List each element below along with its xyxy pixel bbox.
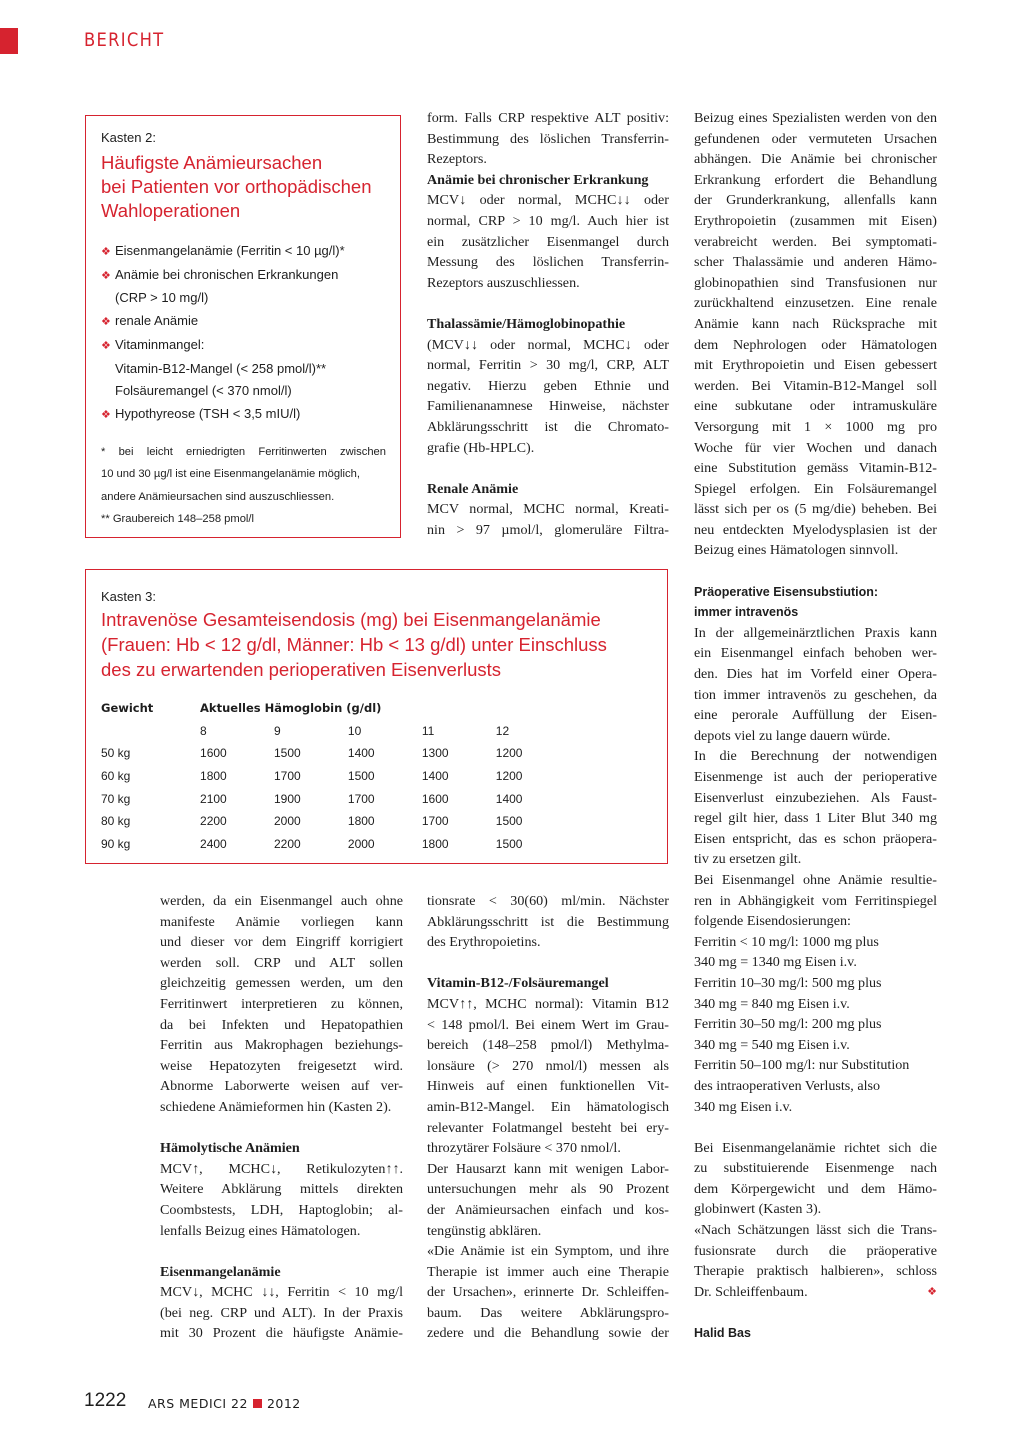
table-row bbox=[101, 742, 551, 765]
red-square-icon bbox=[253, 1399, 262, 1408]
table-cell: 1500 bbox=[495, 836, 523, 851]
paragraph: (MCV↓↓ oder normal, MCHC↓ oder normal, Ferritin > 30 mg/l, CRP, ALT negativ. Hierzu geben Ethnie und Familienanamnese Hinweise, nächster Abklärungsschritt ist die Chromato- grafie (Hb-HPLC). bbox=[427, 336, 669, 456]
paragraph: «Die Anämie ist ein Symptom, und ihre Therapie ist immer auch eine Therapie der Ursachen», erinnerte Dr. Schleiffen- baum. Das weitere Abklärungspro- zedere und die Behandlung sowie der bbox=[427, 1243, 669, 1342]
paragraph: tionsrate < 30(60) ml/min. Nächster Abklärungsschritt ist die Bestimmung des Erythropoietins. bbox=[427, 893, 669, 951]
list-item: Folsäuremangel (< 370 nmol/l) bbox=[115, 383, 292, 399]
table-row bbox=[101, 787, 551, 810]
table-cell: 1400 bbox=[421, 769, 449, 784]
table-cell: 1800 bbox=[200, 769, 227, 784]
kasten-2-notes: * bei leicht erniedrigten Ferritinwerten zwischen 10 und 30 µg/l ist eine Eisenmangelanämie möglich, andere Anämieursachen sind auszuschliessen. ** Graubereich 148–258 pmol/l bbox=[101, 445, 386, 526]
list-item: ❖ Hypothyreose (TSH < 3,5 mIU/l) bbox=[101, 403, 386, 427]
row-header: Gewicht bbox=[101, 701, 154, 716]
weight-cell: 90 kg bbox=[101, 836, 131, 851]
column-header: 8 bbox=[200, 723, 207, 738]
column-1-bottom bbox=[160, 891, 403, 1344]
table-cell: 1700 bbox=[273, 769, 301, 784]
table-cell: 2200 bbox=[200, 814, 227, 829]
list-item: Vitamin-B12-Mangel (< 258 pmol/l)** bbox=[115, 360, 327, 376]
paragraph: In der allgemeinärztlichen Praxis kann ein Eisenmangel einfach behoben wer- den. Dies hat im Vorfeld einer Opera- tion immer intravenös zu geschehen, da eine perorale Auffüllung der Eisen- depots viel zu lange dauern würde. bbox=[694, 624, 937, 744]
kasten-2-label: Kasten 2: bbox=[101, 130, 156, 145]
list-item: (CRP > 10 mg/l) bbox=[115, 290, 209, 306]
weight-cell: 70 kg bbox=[101, 791, 131, 806]
table-cell: 1300 bbox=[421, 746, 449, 761]
column-2-top bbox=[427, 108, 669, 540]
table-cell: 2100 bbox=[200, 791, 227, 806]
paragraph: MCV↓ oder normal, MCHC↓↓ oder normal, CRP > 10 mg/l. Auch hier ist ein zusätzlicher Eisenmangel durch Messung des löslichen Transferrin- Rezeptors auszuschliessen. bbox=[427, 192, 669, 291]
list-item: ❖ Eisenmangelanämie (Ferritin < 10 µg/l)* bbox=[101, 240, 386, 264]
page-number: 1222 bbox=[84, 1390, 127, 1411]
red-diamond-icon: ❖ bbox=[101, 246, 111, 258]
table-row bbox=[101, 810, 551, 833]
column-header: 10 bbox=[347, 723, 362, 738]
red-diamond-icon: ❖ bbox=[101, 316, 111, 329]
table-cell: 1700 bbox=[421, 814, 449, 829]
subheading: Eisenmangelanämie bbox=[160, 1263, 281, 1280]
kasten-3-title: Intravenöse Gesamteisendosis (mg) bei Eisenmangelanämie (Frauen: Hb < 12 g/dl, Männer: Hb < 13 g/dl) unter Einschluss des zu erwartenden perioperativen Eisenverlusts bbox=[101, 609, 607, 680]
author: Halid Bas bbox=[694, 1326, 751, 1341]
table-cell: 1700 bbox=[347, 791, 375, 806]
subheading: Präoperative Eisensubstiution: immer intravenös bbox=[694, 584, 879, 620]
journal-name: ARS MEDICI 22 bbox=[148, 1396, 248, 1411]
paragraph: Bei Eisenmangelanämie richtet sich die zu substituierende Eisenmenge nach dem Körpergewicht und dem Hämo- globinwert (Kasten 3). «Nach Schätzungen lässt sich die Trans- fusionsrate durch die präoperative Therapie praktisch halbieren», schloss Dr. Schleiffenbaum. ❖ bbox=[694, 1138, 937, 1303]
kasten-3-box bbox=[85, 569, 668, 864]
iron-dose-table bbox=[101, 697, 551, 855]
table-cell: 1200 bbox=[495, 769, 523, 784]
journal-footer bbox=[148, 1396, 301, 1411]
table-cell: 1500 bbox=[347, 769, 375, 784]
column-2-bottom bbox=[427, 891, 669, 1344]
paragraph: Bei Eisenmangel ohne Anämie resultie- ren in Abhängigkeit vom Ferritinspiegel folgende Eisendosierungen: Ferritin < 10 mg/l: 1000 mg plus 340 mg = 1340 mg Eisen i.v. Ferritin 10–30 mg/l: 500 mg plus 340 mg = 840 mg Eisen i.v. Ferritin 30–50 mg/l: 200 mg plus 340 mg = 540 mg Eisen i.v. Ferritin 50–100 mg/l: nur Substitution des intraoperativen Verlusts, also 340 mg Eisen i.v. bbox=[694, 871, 937, 1115]
paragraph: MCV↑, MCHC↓, Retikulozyten↑↑. Weitere Abklärung mittels direkten Coombstests, LDH, Haptoglobin; al- lenfalls Beizug eines Hämatologen. bbox=[160, 1160, 403, 1239]
table-cell: 1500 bbox=[495, 814, 523, 829]
list-item: ❖ Anämie bei chronischen Erkrankungen bbox=[101, 264, 386, 288]
list-item: ❖ renale Anämie bbox=[101, 310, 386, 334]
subheading: Thalassämie/Hämoglobinopathie bbox=[427, 315, 626, 332]
header-accent-block bbox=[0, 28, 18, 54]
kasten-3-label: Kasten 3: bbox=[101, 589, 156, 604]
table-cell: 2000 bbox=[347, 836, 375, 851]
subheading: Hämolytische Anämien bbox=[160, 1140, 300, 1157]
paragraph: form. Falls CRP respektive ALT positiv: Bestimmung des löslichen Transferrin- Rezeptors. bbox=[427, 110, 669, 168]
paragraph: Beizug eines Spezialisten werden von den gefundenen oder vermuteten Ursachen abhängen. Die Anämie bei chronischer Erkrankung erfordert die Behandlung der Grunderkrankung, allenfalls kann Erythropoietin (zusammen mit Eisen) verabreicht werden. Bei symptomati- scher Thalassämie und anderen Hämo- globinopathien sind Transfusionen nur zurückhaltend einzusetzen. Eine renale Anämie kann nach Rücksprache mit dem Nephrologen oder Hämatologen mit Erythropoietin und Eisen gebessert werden. Bei Vitamin-B12-Mangel soll eine subkutane oder intramuskuläre Versorgung mit 1 × 1000 mg pro Woche für vier Wochen und danach eine Substitution gemäss Vitamin-B12- Spiegel erfolgen. Ein Folsäuremangel lässt sich per os (5 mg/die) beheben. Bei neu entdeckten Myelodysplasien ist der Beizug eines Hämatologen sinnvoll. bbox=[694, 110, 937, 559]
table-cell: 1600 bbox=[200, 746, 227, 761]
kasten-2-list bbox=[101, 240, 386, 427]
kasten-2-title: Häufigste Anämieursachen bei Patienten vor orthopädischen Wahloperationen bbox=[101, 152, 372, 221]
subheading: Vitamin-B12-/Folsäuremangel bbox=[427, 975, 609, 992]
paragraph: In die Berechnung der notwendigen Eisenmenge ist auch der perioperative Eisenverlust einzubeziehen. Als Faust- regel gilt hier, dass 1 Liter Blut 340 mg Eisen entspricht, das es schon präopera- tiv zu ersetzen gilt. bbox=[694, 748, 937, 868]
end-diamond-icon: ❖ bbox=[927, 1285, 937, 1298]
table-cell: 2000 bbox=[273, 814, 301, 829]
table-cell: 1900 bbox=[273, 791, 301, 806]
journal-year: 2012 bbox=[266, 1396, 301, 1411]
paragraph: MCV↑↑, MCHC normal): Vitamin B12 < 148 pmol/l. Bei einem Wert im Grau- bereich (148–258 pmol/l) Methylma- lonsäure (> 270 nmol/l) messen als Hinweis auf einen funktionellen Vit- amin-B12-Mangel. Ein hämatologisch relevanter Folatmangel besteht bei ery- throzytärer Folsäure < 370 nmol/l. bbox=[427, 995, 669, 1157]
table-column-row bbox=[101, 720, 551, 743]
paragraph: MCV↓, MCHC ↓↓, Ferritin < 10 mg/l (bei neg. CRP und ALT). In der Praxis mit 30 Prozent die häufigste Anämie- bbox=[160, 1284, 403, 1342]
column-3 bbox=[694, 108, 937, 1344]
subheading: Renale Anämie bbox=[427, 480, 519, 497]
weight-cell: 50 kg bbox=[101, 746, 131, 761]
red-diamond-icon: ❖ bbox=[101, 339, 111, 352]
column-header: 9 bbox=[273, 723, 281, 738]
table-cell: 1600 bbox=[421, 791, 449, 806]
paragraph: werden, da ein Eisenmangel auch ohne manifeste Anämie vorliegen kann und dieser vor dem Eingriff korrigiert werden soll. CRP und ALT sollen gleichzeitig gemessen werden, um den Ferritinwert interpretieren zu können, da bei Infekten und Hepatopathien Ferritin aus Makrophagen beziehungs- weise Hepatozyten freigesetzt wird. Abnorme Laborwerte weisen auf ver- schiedene Anämieformen hin (Kasten 2). bbox=[160, 893, 403, 1115]
subheading: Anämie bei chronischer Erkrankung bbox=[427, 171, 649, 188]
red-diamond-icon: ❖ bbox=[101, 269, 111, 282]
table-row bbox=[101, 765, 551, 788]
weight-cell: 80 kg bbox=[101, 814, 131, 829]
red-diamond-icon: ❖ bbox=[101, 408, 111, 421]
table-cell: 1400 bbox=[495, 791, 523, 806]
section-title: BERICHT bbox=[84, 29, 165, 51]
table-cell: 2400 bbox=[200, 836, 227, 851]
paragraph: MCV normal, MCHC normal, Kreati- nin > 97 µmol/l, glomeruläre Filtra- bbox=[427, 501, 669, 538]
table-cell: 2200 bbox=[273, 836, 301, 851]
list-item: ❖ Vitaminmangel: bbox=[101, 334, 386, 358]
table-row bbox=[101, 833, 551, 856]
table-cell: 1800 bbox=[421, 836, 449, 851]
table-cell: 1200 bbox=[495, 746, 523, 761]
weight-cell: 60 kg bbox=[101, 769, 131, 784]
paragraph: Der Hausarzt kann mit wenigen Labor- untersuchungen mehr als 90 Prozent der Anämieursachen einfach und kos- tengünstig abklären. bbox=[427, 1160, 669, 1239]
table-cell: 1800 bbox=[347, 814, 375, 829]
table-cell: 1500 bbox=[273, 746, 301, 761]
kasten-2-box bbox=[85, 115, 401, 538]
column-header: 11 bbox=[421, 723, 435, 738]
table-header-row bbox=[101, 697, 551, 720]
group-header: Aktuelles Hämoglobin (g/dl) bbox=[200, 701, 382, 716]
table-cell: 1400 bbox=[347, 746, 375, 761]
column-header: 12 bbox=[495, 723, 510, 738]
